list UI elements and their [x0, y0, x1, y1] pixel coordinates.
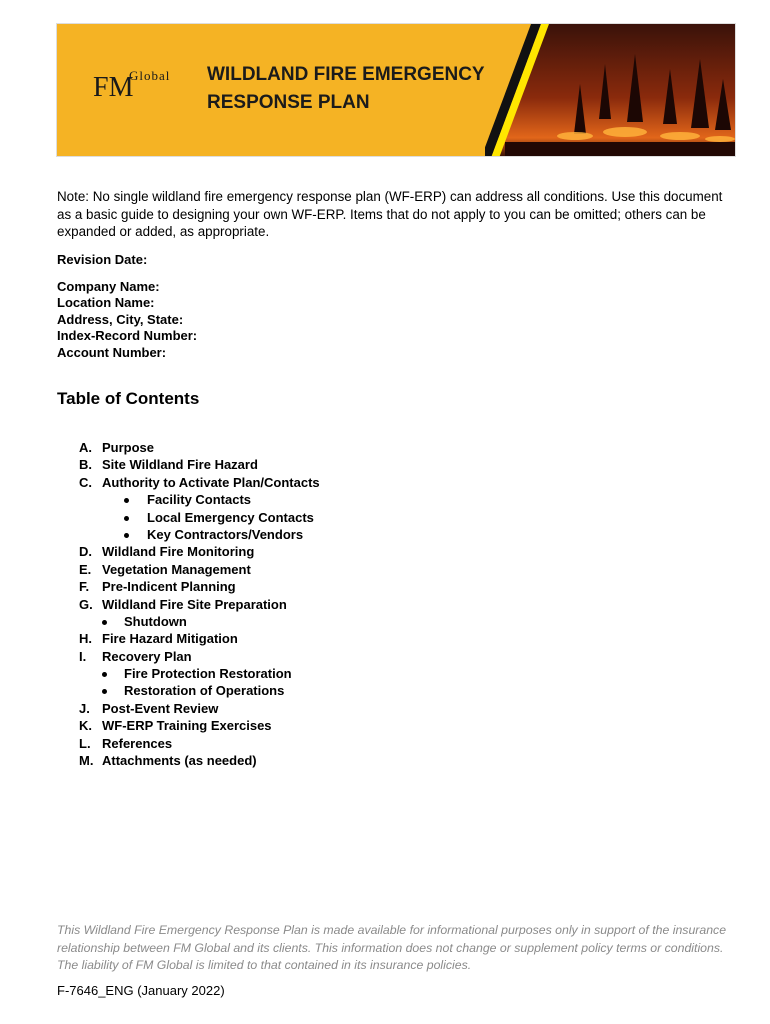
document-title [207, 61, 485, 117]
toc-text: Wildland Fire Monitoring [102, 544, 255, 560]
toc-text: Fire Hazard Mitigation [102, 631, 238, 647]
wildfire-image [485, 24, 735, 157]
logo-fm-text: FM [93, 72, 134, 103]
bullet-icon [102, 689, 107, 694]
toc-text: Pre-Indicent Planning [102, 579, 236, 595]
form-number: F-7646_ENG (January 2022) [57, 983, 225, 998]
toc-letter: E. [79, 561, 92, 577]
disclaimer: This Wildland Fire Emergency Response Plan is made available for informational purposes only in support of the insurance relationship between FM Global and its clients. This information does not change or supplement policy terms or conditions. The liability of FM Global is limited to that contained in its insurance policies. [57, 923, 727, 972]
toc-subitem-text: Shutdown [124, 613, 187, 629]
bullet-icon [124, 516, 129, 521]
toc-text: Authority to Activate Plan/Contacts [102, 474, 320, 490]
toc-title: Table of Contents [57, 389, 200, 408]
location-name-label: Location Name: [57, 295, 155, 311]
toc-letter: I. [79, 648, 87, 664]
toc-letter: H. [79, 631, 92, 647]
toc-text: WF-ERP Training Exercises [102, 718, 272, 734]
logo-global-text: Global [129, 68, 171, 83]
toc-letter: A. [79, 440, 92, 455]
toc-letter: L. [79, 735, 91, 751]
bullet-icon [124, 498, 129, 503]
address-label: Address, City, State: [57, 311, 184, 327]
title-line-2: RESPONSE PLAN [207, 92, 370, 113]
toc-text: Vegetation Management [102, 561, 251, 577]
toc-subitem-text: Restoration of Operations [124, 683, 285, 699]
toc-letter: K. [79, 718, 92, 734]
toc-subitem-text: Key Contractors/Vendors [147, 526, 304, 542]
toc-subitem-text: Facility Contacts [147, 492, 252, 508]
fm-global-logo [93, 62, 179, 110]
toc-letter: G. [79, 596, 93, 612]
bullet-icon [124, 533, 129, 538]
index-record-label: Index-Record Number: [57, 328, 198, 344]
toc-text: Wildland Fire Site Preparation [102, 596, 287, 612]
toc-letter: F. [79, 579, 90, 595]
toc-text: References [102, 735, 173, 751]
toc-subitem-text: Fire Protection Restoration [124, 666, 292, 682]
revision-date-label: Revision Date: [57, 252, 148, 267]
toc-text: Purpose [102, 440, 155, 455]
bullet-icon [102, 672, 107, 677]
company-name-label: Company Name: [57, 279, 160, 294]
bullet-icon [102, 620, 107, 625]
toc-subitem-text: Local Emergency Contacts [147, 509, 314, 525]
toc-letter: J. [79, 700, 90, 716]
toc-letter: D. [79, 544, 92, 560]
toc-text: Attachments (as needed) [102, 753, 257, 769]
toc-letter: M. [79, 753, 94, 769]
toc-text: Site Wildland Fire Hazard [102, 457, 258, 473]
toc-letter: C. [79, 474, 92, 490]
title-line-1: WILDLAND FIRE EMERGENCY [207, 64, 485, 85]
account-number-label: Account Number: [57, 344, 167, 360]
toc-text: Recovery Plan [102, 648, 192, 664]
toc-text: Post-Event Review [102, 700, 219, 716]
intro-note: Note: No single wildland fire emergency response plan (WF-ERP) can address all conditions. Use this document as a basic guide to designing your own WF-ERP. Items that do not apply to you can be omitted; others can be expanded or added, as appropriate. [57, 189, 723, 239]
toc-letter: B. [79, 457, 92, 473]
header-banner [56, 23, 736, 157]
